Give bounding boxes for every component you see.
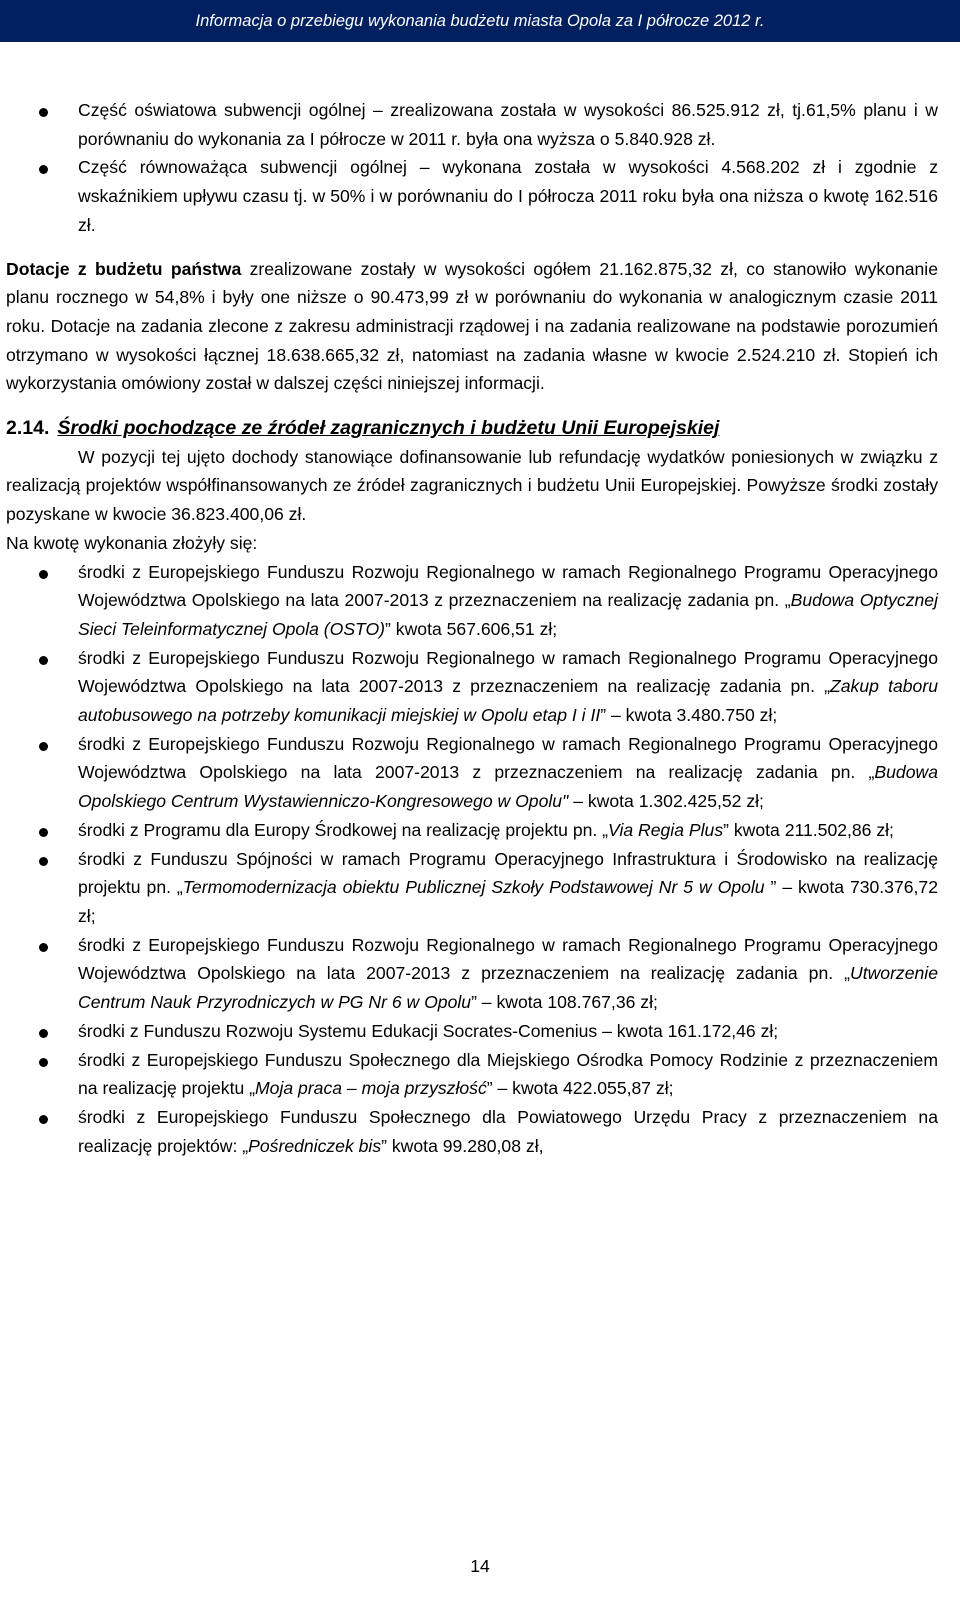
list-item: Część oświatowa subwencji ogólnej – zrealizowana została w wysokości 86.525.912 zł, tj.61,5% planu i w porównaniu do wykonania za I półrocze w 2011 r. była ona wyższa o 5.840.928 zł.: [6, 96, 938, 153]
section-intro: W pozycji tej ujęto dochody stanowiące dofinansowanie lub refundację wydatków poniesionych w związku z realizacją projektów współfinansowanych ze źródeł zagranicznych i budżetu Unii Europejskiej. Powyższe środki zostały pozyskane w kwocie 36.823.400,06 zł.: [6, 446, 938, 525]
bullet-icon: [39, 1115, 48, 1124]
document-header: [0, 0, 960, 42]
subvention-list: [6, 96, 938, 240]
bullet-icon: [39, 656, 48, 665]
bullet-icon: [39, 1029, 48, 1038]
header-title: Informacja o przebiegu wykonania budżetu miasta Opola za I półrocze 2012 r.: [195, 12, 765, 30]
list-item: środki z Europejskiego Funduszu Rozwoju Regionalnego w ramach Regionalnego Programu Operacyjnego Województwa Opolskiego na lata 2007-2013 z przeznaczeniem na realizację zadania pn. „Zakup taboru autobusowego na potrzeby komunikacji miejskiej w Opolu etap I i II” – kwota 3.480.750 zł;: [6, 644, 938, 730]
section-number: 2.14.: [6, 417, 50, 440]
bullet-icon: [39, 943, 48, 952]
list-item: środki z Funduszu Spójności w ramach Programu Operacyjnego Infrastruktura i Środowisko na realizację projektu pn. „Termomodernizacja obiektu Publicznej Szkoły Podstawowej Nr 5 w Opolu ” – kwota 730.376,72 zł;: [6, 845, 938, 931]
dotacje-paragraph: Dotacje z budżetu państwa zrealizowane zostały w wysokości ogółem 21.162.875,32 zł, co stanowiło wykonanie planu rocznego w 54,8% i były one niższe o 90.473,99 zł w porównaniu do wykonania w analogicznym czasie 2011 roku. Dotacje na zadania zlecone z zakresu administracji rządowej i na zadania realizowane na podstawie porozumień otrzymano w wysokości łącznej 18.638.665,32 zł, natomiast na zadania własne w kwocie 2.524.210 zł. Stopień ich wykorzystania omówiony został w dalszej części niniejszej informacji.: [6, 258, 938, 394]
bullet-icon: [39, 742, 48, 751]
bullet-icon: [39, 1058, 48, 1067]
bullet-icon: [39, 857, 48, 866]
list-item: środki z Europejskiego Funduszu Rozwoju Regionalnego w ramach Regionalnego Programu Operacyjnego Województwa Opolskiego na lata 2007-2013 z przeznaczeniem na realizację zadania pn. „Utworzenie Centrum Nauk Przyrodniczych w PG Nr 6 w Opolu” – kwota 108.767,36 zł;: [6, 931, 938, 1017]
bullet-icon: [39, 828, 48, 837]
page-number: 14: [470, 1556, 490, 1576]
list-item: środki z Europejskiego Funduszu Społecznego dla Powiatowego Urzędu Pracy z przeznaczeniem na realizację projektów: „Pośredniczek bis” kwota 99.280,08 zł,: [6, 1103, 938, 1160]
section-lead: Na kwotę wykonania złożyły się:: [6, 532, 258, 553]
bullet-icon: [39, 570, 48, 579]
section-title: Środki pochodzące ze źródeł zagranicznych i budżetu Unii Europejskiej: [57, 417, 720, 440]
section-heading: [6, 414, 938, 443]
funds-list: [6, 558, 938, 1161]
list-item: Część równoważąca subwencji ogólnej – wykonana została w wysokości 4.568.202 zł i zgodnie z wskaźnikiem upływu czasu tj. w 50% i w porównaniu do I półrocza 2011 roku była ona niższa o kwotę 162.516 zł.: [6, 153, 938, 239]
list-item: środki z Europejskiego Funduszu Rozwoju Regionalnego w ramach Regionalnego Programu Operacyjnego Województwa Opolskiego na lata 2007-2013 z przeznaczeniem na realizację zadania pn. „Budowa Opolskiego Centrum Wystawienniczo-Kongresowego w Opolu" – kwota 1.302.425,52 zł;: [6, 730, 938, 816]
bullet-icon: [39, 108, 48, 117]
list-item: środki z Funduszu Rozwoju Systemu Edukacji Socrates-Comenius – kwota 161.172,46 zł;: [6, 1017, 938, 1046]
document-body: [6, 96, 938, 1160]
list-item: środki z Programu dla Europy Środkowej na realizację projektu pn. „Via Regia Plus” kwota 211.502,86 zł;: [6, 816, 938, 845]
dotacje-lead: Dotacje z budżetu państwa: [6, 258, 242, 279]
list-item: środki z Europejskiego Funduszu Rozwoju Regionalnego w ramach Regionalnego Programu Operacyjnego Województwa Opolskiego na lata 2007-2013 z przeznaczeniem na realizację zadania pn. „Budowa Optycznej Sieci Teleinformatycznej Opola (OSTO)” kwota 567.606,51 zł;: [6, 558, 938, 644]
bullet-icon: [39, 165, 48, 174]
list-item: środki z Europejskiego Funduszu Społecznego dla Miejskiego Ośrodka Pomocy Rodzinie z przeznaczeniem na realizację projektu „Moja praca – moja przyszłość” – kwota 422.055,87 zł;: [6, 1046, 938, 1103]
